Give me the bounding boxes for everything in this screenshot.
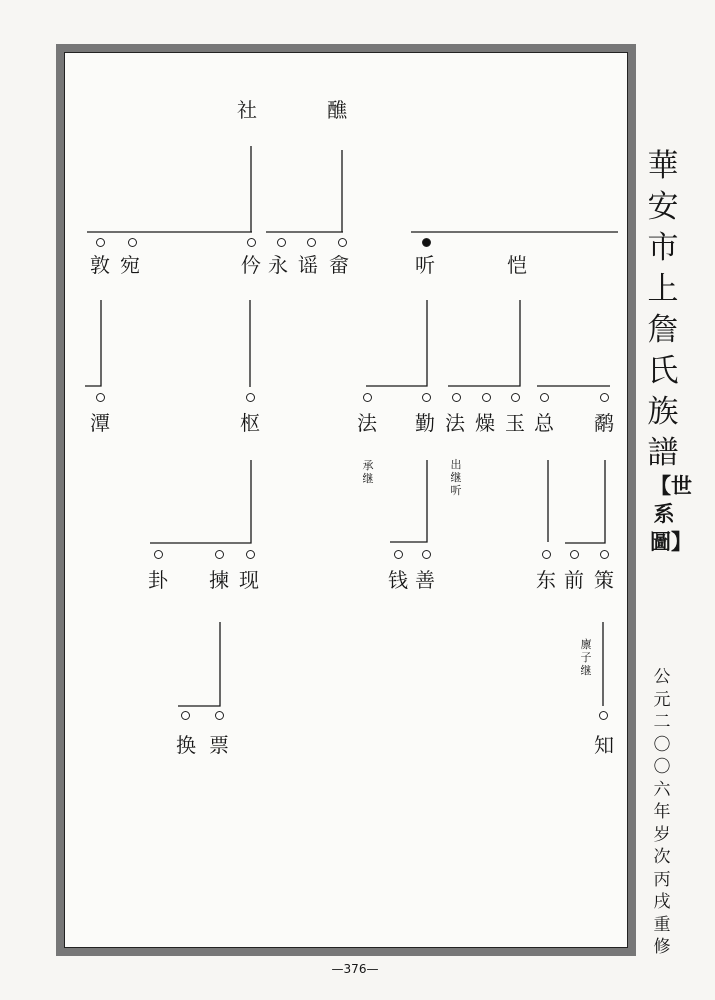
person-name: 谣 xyxy=(298,253,318,277)
page-number: —376— xyxy=(331,962,379,976)
person-name: 仱 xyxy=(241,253,261,277)
marker-circle xyxy=(96,393,105,402)
person-name: 善 xyxy=(415,568,435,592)
marker-circle xyxy=(338,238,347,247)
marker-circle xyxy=(128,238,137,247)
person-name: 听 xyxy=(415,253,435,277)
marker-circle xyxy=(600,550,609,559)
marker-circle xyxy=(246,550,255,559)
person-name: 现 xyxy=(239,568,259,592)
marker-circle xyxy=(246,393,255,402)
person-name: 玉 xyxy=(505,411,525,435)
marker-circle xyxy=(181,711,190,720)
marker-circle xyxy=(215,550,224,559)
marker-circle xyxy=(482,393,491,402)
annotation-note: 廪子继 xyxy=(580,638,592,677)
marker-circle xyxy=(422,393,431,402)
marker-circle xyxy=(570,550,579,559)
person-name: 畲 xyxy=(329,253,349,277)
marker-circle xyxy=(600,393,609,402)
marker-circle xyxy=(277,238,286,247)
person-name: 票 xyxy=(209,733,229,757)
marker-circle xyxy=(542,550,551,559)
person-name: 东 xyxy=(536,568,556,592)
person-name: 潭 xyxy=(90,411,110,435)
person-name: 社 xyxy=(237,98,257,122)
person-name: 鹬 xyxy=(594,411,614,435)
annotation-note: 承继 xyxy=(362,459,374,485)
marker-circle xyxy=(154,550,163,559)
person-name: 燥 xyxy=(475,411,495,435)
person-name: 宛 xyxy=(120,253,140,277)
marker-circle xyxy=(511,393,520,402)
person-name: 知 xyxy=(594,733,614,757)
marker-circle xyxy=(452,393,461,402)
marker-circle xyxy=(96,238,105,247)
person-name: 前 xyxy=(564,568,584,592)
marker-circle xyxy=(363,393,372,402)
person-name: 卦 xyxy=(148,568,168,592)
marker-circle xyxy=(540,393,549,402)
marker-circle xyxy=(394,550,403,559)
person-name: 揀 xyxy=(209,568,229,592)
person-name: 法 xyxy=(445,411,465,435)
person-name: 枢 xyxy=(240,411,260,435)
person-name: 钱 xyxy=(388,568,408,592)
annotation-note: 出继听 xyxy=(450,458,462,497)
person-name: 敦 xyxy=(90,253,110,277)
marker-circle xyxy=(422,550,431,559)
marker-circle xyxy=(307,238,316,247)
marker-circle xyxy=(215,711,224,720)
book-title: 華安市上詹氏族譜 xyxy=(647,148,679,471)
person-name: 勤 xyxy=(415,411,435,435)
person-name: 策 xyxy=(594,568,614,592)
marker-circle xyxy=(599,711,608,720)
person-name: 恺 xyxy=(507,253,527,277)
section-title: 【世系圖】 xyxy=(650,473,692,554)
person-name: 换 xyxy=(176,733,196,757)
revision-date: 公元二〇〇六年岁次丙戌重修 xyxy=(653,667,671,957)
marker-circle xyxy=(247,238,256,247)
person-name: 法 xyxy=(357,411,377,435)
person-name: 醮 xyxy=(327,98,347,122)
marker-circle xyxy=(422,238,431,247)
person-name: 总 xyxy=(534,411,554,435)
person-name: 永 xyxy=(268,253,288,277)
